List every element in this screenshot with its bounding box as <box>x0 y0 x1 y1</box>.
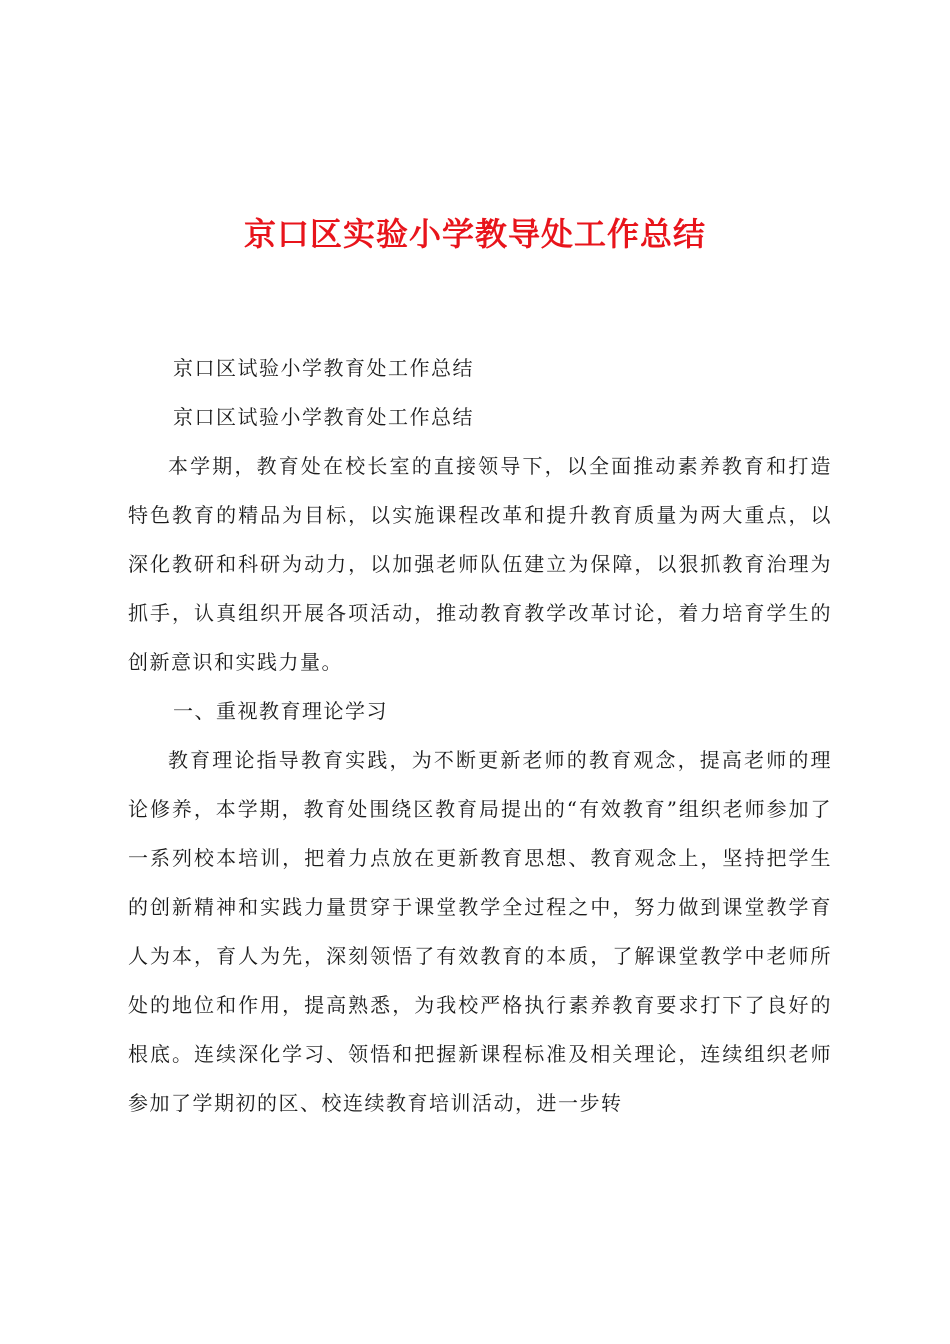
subtitle-line-2: 京口区试验小学教育处工作总结 <box>173 405 474 429</box>
theory-paragraph: 教育理论指导教育实践，为不断更新老师的教育观念，提高老师的理论修养，本学期，教育处围绕区教育局提出的“有效教育”组织老师参加了一系列校本培训，把着力点放在更新教育思想、教育观念上，坚持把学生的创新精神和实践力量贯穿于课堂教学全过程之中，努力做到课堂教学育人为本，育人为先，深刻领悟了有效教育的本质，了解课堂教学中老师所处的地位和作用，提高熟悉，为我校严格执行素养教育要求打下了良好的根底。连续深化学习、领悟和把握新课程标准及相关理论，连续组织老师参加了学期初的区、校连续教育培训活动，进一步转 <box>128 748 832 1115</box>
intro-paragraph: 本学期，教育处在校长室的直接领导下，以全面推动素养教育和打造特色教育的精品为目标，以实施课程改革和提升教育质量为两大重点，以深化教研和科研为动力，以加强老师队伍建立为保障，以狠抓教育治理为抓手，认真组织开展各项活动，推动教育教学改革讨论，着力培育学生的创新意识和实践力量。 <box>128 454 832 674</box>
document-title: 京口区实验小学教导处工作总结 <box>243 215 706 253</box>
document-body <box>128 344 832 1128</box>
subtitle-line-1: 京口区试验小学教育处工作总结 <box>173 356 474 380</box>
section-heading: 一、重视教育理论学习 <box>173 699 388 723</box>
